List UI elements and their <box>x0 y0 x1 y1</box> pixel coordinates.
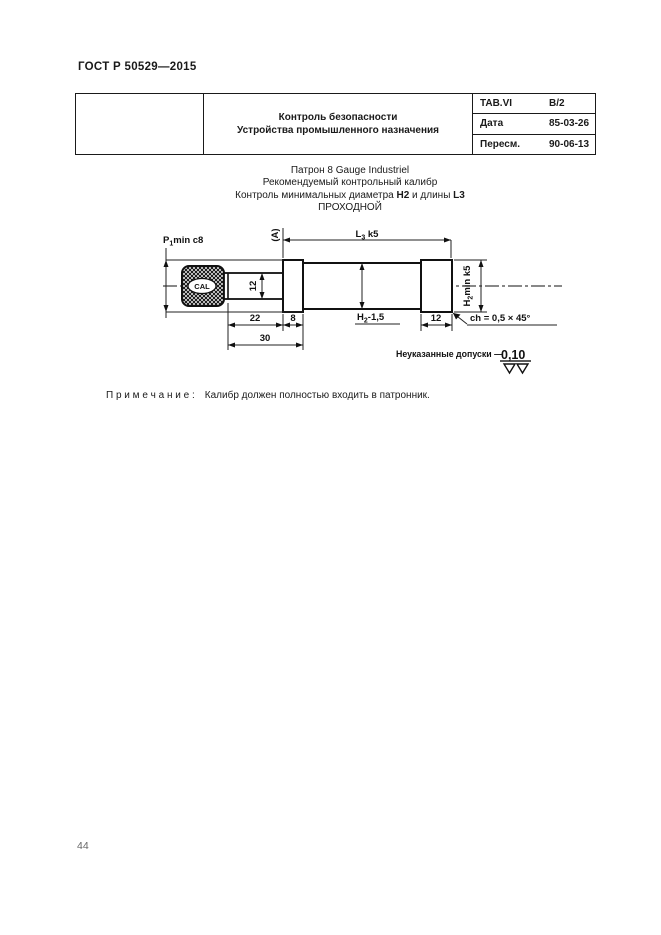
dim-collar-len-label: 8 <box>290 313 296 324</box>
table-row <box>473 135 595 154</box>
table-row <box>473 114 595 134</box>
meta-value: 85-03-26 <box>549 118 590 130</box>
footnote-text: Калибр должен полностью входить в патронник. <box>204 390 430 401</box>
info-table-empty-cell <box>76 94 204 154</box>
gauge-body-outlines <box>182 260 452 312</box>
footnote-label: П р и м е ч а н и е : <box>106 390 195 401</box>
dim-neck-dia-label: 12 <box>248 280 259 292</box>
meta-value: 90-06-13 <box>549 138 590 150</box>
datum-a-label: (A) <box>270 228 281 242</box>
title-text: Контроль минимальных диаметра <box>235 189 397 201</box>
finish-triangle-icon <box>517 364 528 373</box>
info-table <box>75 93 596 155</box>
title-text: и длины <box>409 189 454 201</box>
meta-label: Пересм. <box>480 138 521 150</box>
tolerance-value: 0,10 <box>501 348 526 362</box>
page-number: 44 <box>77 840 89 852</box>
drawing-title-line1: Патрон 8 Gauge Industriel <box>290 165 410 176</box>
meta-label: Дата <box>480 118 504 130</box>
gauge-technical-drawing <box>140 218 570 388</box>
finish-triangle-icon <box>504 364 515 373</box>
drawing-title <box>130 165 570 215</box>
drawing-title-line3 <box>130 190 570 202</box>
front-band <box>421 260 452 312</box>
drawing-title-line4: ПРОХОДНОЙ <box>318 202 382 214</box>
info-table-title-line2: Устройства промышленного назначения <box>237 125 439 136</box>
surface-finish-triangles <box>504 364 528 373</box>
dim-total-len-label: 30 <box>259 333 271 344</box>
info-table-title-line1: Контроль безопасности <box>278 112 398 123</box>
dim-p1-label: $P_1\min$ c8 <box>163 235 204 248</box>
standard-number: ГОСТ Р 50529—2015 <box>78 61 197 73</box>
dim-neck-len-label: 22 <box>249 313 261 324</box>
chamfer-label: ch = 0,5 × 45° <box>470 313 531 324</box>
rear-collar <box>283 260 303 312</box>
dim-body-dia-label: $H_2-1,5$ <box>357 312 385 325</box>
drawing-title-line2: Рекомендуемый контрольный калибр <box>262 177 438 189</box>
dim-band-len-label: 12 <box>430 313 442 324</box>
tolerance-note-text: Неуказанные допуски — <box>396 349 503 359</box>
table-row <box>473 94 595 114</box>
footnote <box>106 390 430 401</box>
dim-ref-l3: L3 <box>453 189 465 201</box>
dim-ref-h2: H2 <box>396 189 410 201</box>
info-table-meta <box>473 94 595 154</box>
info-table-title-cell <box>204 94 473 154</box>
dim-l3-label: $L_3$ k5 <box>355 229 379 242</box>
meta-value: B/2 <box>549 98 565 110</box>
dim-band-dia-label: $H_2\min$ k5 <box>462 265 475 307</box>
meta-label: TAB.VI <box>480 98 513 110</box>
cal-marking: CAL <box>194 282 210 291</box>
